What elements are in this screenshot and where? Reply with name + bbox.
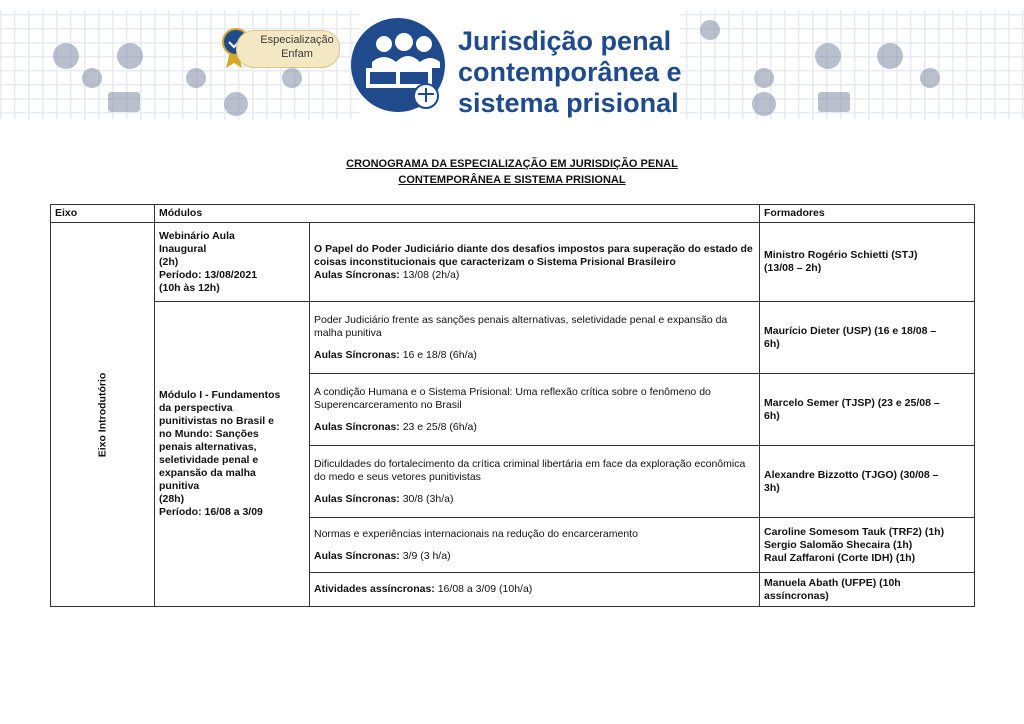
document-title-line2: CONTEMPORÂNEA E SISTEMA PRISIONAL [398,174,626,186]
trainer-cell [760,518,975,573]
topic-text: O Papel do Poder Judiciário diante dos desafios impostos para superação do estado de coisas inconstitucionais que caracterizam o Sistema Prisional Brasileiro [314,242,753,268]
topic-text: Poder Judiciário frente as sanções penais alternativas, seletividade penal e expansão da malha punitiva [314,313,728,339]
sync-label: Aulas Síncronas: [314,348,400,361]
trainer-text: (13/08 – 2h) [764,262,822,274]
page-header [0,0,1024,140]
sync-line [314,349,755,362]
badge-line1: Especialização [260,34,334,46]
async-value: 16/08 a 3/09 (10h/a) [437,583,533,595]
table-header-row [51,205,975,223]
module-text: Módulo I - Fundamentos [159,389,281,401]
module-text: (10h às 12h) [159,281,220,294]
trainer-cell [760,573,975,607]
module1-cell [155,302,310,607]
brand-title [458,26,718,119]
module-text: expansão da malha [159,467,256,479]
async-label: Atividades assíncronas: [314,583,435,595]
trainer-cell [760,446,975,518]
sync-label: Aulas Síncronas: [314,268,400,281]
sync-value: 23 e 25/8 (6h/a) [402,420,477,433]
brand-title-line2: contemporânea e [458,57,682,87]
topic-text: Normas e experiências internacionais na redução do encarceramento [314,527,638,540]
topic-cell [310,223,760,302]
trainer-text: Ministro Rogério Schietti (STJ) [764,249,918,261]
brand-logo-icon [351,18,445,112]
module-text: Período: 13/08/2021 [159,268,258,281]
document-title [0,156,1024,188]
sync-value: 13/08 (2h/a) [402,268,460,281]
sync-label: Aulas Síncronas: [314,492,400,505]
sync-value: 3/9 (3 h/a) [402,549,451,562]
webinar-module-cell [155,223,310,302]
header-formadores: Formadores [760,205,975,223]
module-text: no Mundo: Sanções [159,428,259,440]
trainer-text: 6h) [764,337,780,350]
sync-label: Aulas Síncronas: [314,420,400,433]
module-text: punitiva [159,480,200,492]
topic-cell [310,374,760,446]
sync-line [314,421,755,434]
trainer-text: 3h) [764,481,780,494]
trainer-text: Raul Zaffaroni (Corte IDH) (1h) [764,551,916,564]
trainer-cell [760,374,975,446]
module-text: Inaugural [159,242,207,255]
topic-cell [310,518,760,573]
trainer-text: Maurício Dieter (USP) (16 e 18/08 – [764,324,937,337]
trainer-text: Caroline Somesom Tauk (TRF2) (1h) [764,525,945,538]
table-row [51,302,975,374]
sync-line [314,269,755,282]
table-row [51,223,975,302]
topic-text: A condição Humana e o Sistema Prisional: Uma reflexão crítica sobre o fenômeno do Superencarceramento no Brasil [314,385,711,411]
sync-value: 16 e 18/8 (6h/a) [402,348,477,361]
badge-line2: Enfam [281,48,313,60]
specialization-badge [222,26,340,70]
topic-cell [310,446,760,518]
brand-title-line3: sistema prisional [458,88,679,118]
async-line [314,583,755,596]
schedule-table [50,204,975,607]
trainer-text: Marcelo Semer (TJSP) (23 e 25/08 – [764,396,940,409]
trainer-text: 6h) [764,409,780,422]
sync-label: Aulas Síncronas: [314,549,400,562]
topic-cell [310,302,760,374]
sync-line [314,493,755,506]
sync-line [314,550,755,563]
eixo-label: Eixo Introdutório [96,372,108,457]
eixo-cell [51,223,155,607]
module-text: Período: 16/08 a 3/09 [159,506,263,518]
trainer-cell [760,223,975,302]
module-text: penais alternativas, [159,441,257,453]
brand-title-line1: Jurisdição penal [458,26,672,56]
trainer-text: Sergio Salomão Shecaira (1h) [764,538,913,551]
topic-cell [310,573,760,607]
trainer-text: Alexandre Bizzotto (TJGO) (30/08 – [764,468,939,481]
header-modulos: Módulos [155,205,760,223]
trainer-text: Manuela Abath (UFPE) (10h [764,576,901,589]
topic-text: Dificuldades do fortalecimento da crítica criminal libertária em face da exploração econômica do medo e seus vetores punitivistas [314,457,746,483]
document-title-line1: CRONOGRAMA DA ESPECIALIZAÇÃO EM JURISDIÇÃO PENAL [346,158,678,170]
module-text: punitivistas no Brasil e [159,415,274,427]
module-text: da perspectiva [159,402,233,414]
module-text: (28h) [159,493,185,505]
trainer-cell [760,302,975,374]
module-text: Webinário Aula [159,229,235,242]
header-eixo: Eixo [51,205,155,223]
module-text: (2h) [159,255,179,268]
sync-value: 30/8 (3h/a) [402,492,454,505]
module-text: seletividade penal e [159,454,259,466]
trainer-text: assíncronas) [764,589,829,602]
